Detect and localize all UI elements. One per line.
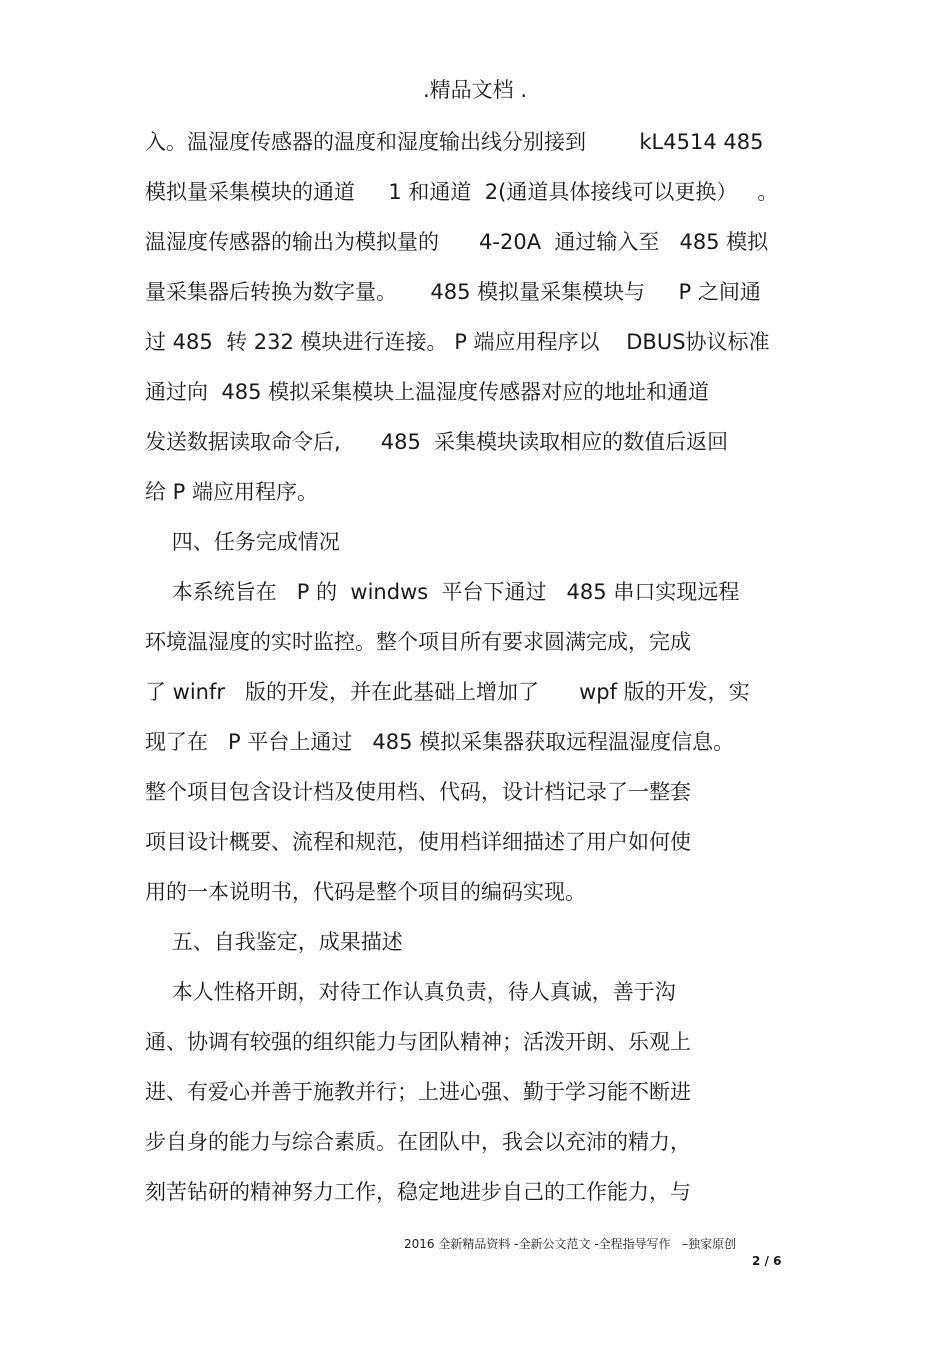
text-line: 环境温湿度的实时监控。整个项目所有要求圆满完成，完成 <box>145 630 691 654</box>
text-line: 进、有爱心并善于施教并行；上进心强、勤于学习能不断进 <box>145 1080 691 1104</box>
text-line: 了 winfr 版的开发，并在此基础上增加了 wpf 版的开发，实 <box>145 680 750 704</box>
text-line: 项目设计概要、流程和规范，使用档详细描述了用户如何使 <box>145 830 691 854</box>
text-line: 本系统旨在 P 的 windws 平台下通过 485 串口实现远程 <box>145 580 740 604</box>
text-line: 入。温湿度传感器的温度和湿度输出线分别接到 kL4514 485 <box>145 130 764 154</box>
text-line: 温湿度传感器的输出为模拟量的 4-20A 通过输入至 485 模拟 <box>145 230 769 254</box>
text-line: 模拟量采集模块的通道 1 和通道 2(通道具体接线可以更换） 。 <box>145 180 779 204</box>
text-line: 过 485 转 232 模块进行连接。 P 端应用程序以 DBUS协议标准 <box>145 330 770 354</box>
text-line: 现了在 P 平台上通过 485 模拟采集器获取远程温湿度信息。 <box>145 730 735 754</box>
section-heading: 五、自我鉴定，成果描述 <box>145 930 403 954</box>
text-line: 用的一本说明书，代码是整个项目的编码实现。 <box>145 880 586 904</box>
text-line: 整个项目包含设计档及使用档、代码，设计档记录了一整套 <box>145 780 691 804</box>
page-header: .精品文档 . <box>422 78 528 102</box>
text-line: 通、协调有较强的组织能力与团队精神；活泼开朗、乐观上 <box>145 1030 691 1054</box>
page-number: 2 / 6 <box>752 1254 782 1268</box>
text-line: 发送数据读取命令后, 485 采集模块读取相应的数值后返回 <box>145 430 729 454</box>
text-line: 刻苦钻研的精神努力工作，稳定地进步自己的工作能力，与 <box>145 1180 691 1204</box>
page-footer: 2016 全新精品资料 -全新公文范文 -全程指导写作 –独家原创 <box>404 1237 737 1251</box>
text-line: 步自身的能力与综合素质。在团队中，我会以充沛的精力， <box>145 1130 691 1154</box>
text-line: 通过向 485 模拟采集模块上温湿度传感器对应的地址和通道 <box>145 380 710 404</box>
text-line: 给 P 端应用程序。 <box>145 480 319 504</box>
text-line: 量采集器后转换为数字量。 485 模拟量采集模块与 P 之间通 <box>145 280 761 304</box>
section-heading: 四、任务完成情况 <box>145 530 340 554</box>
text-line: 本人性格开朗，对待工作认真负责，待人真诚，善于沟 <box>145 980 676 1004</box>
